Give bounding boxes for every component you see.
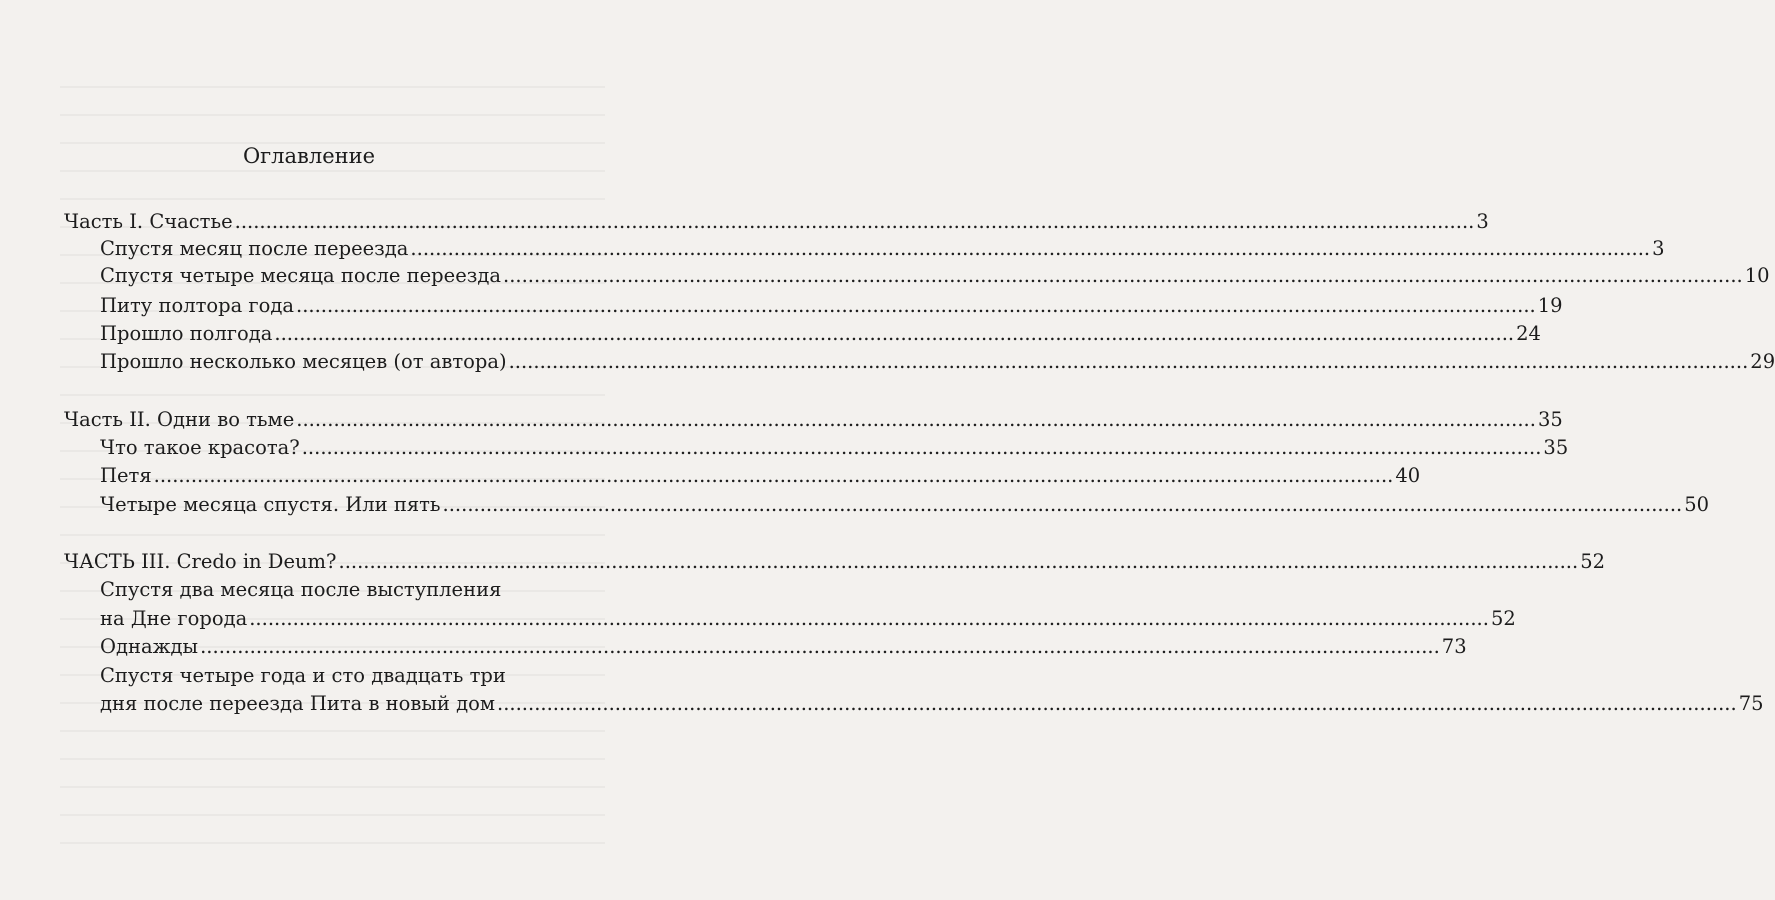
- leader-dots: ........................................................................................................................................................................................................: [338, 550, 1579, 573]
- toc-page-number: 35: [1543, 436, 1569, 459]
- toc-page-number: 75: [1738, 692, 1764, 715]
- toc-chapter: [100, 322, 1541, 346]
- toc-chapter: [100, 436, 1569, 460]
- toc-part-3: [64, 550, 1606, 574]
- toc-entry-label: дня после переезда Пита в новый дом: [100, 692, 495, 715]
- toc-entry-label: Прошло несколько месяцев (от автора): [100, 350, 507, 373]
- leader-dots: ........................................................................................................................................................................................................: [296, 294, 1536, 317]
- leader-dots: ........................................................................................................................................................................................................: [234, 210, 1475, 233]
- toc-part-2: [64, 408, 1563, 432]
- toc-page-number: 52: [1490, 607, 1516, 630]
- toc-entry-label: Петя: [100, 464, 152, 487]
- toc-page-number: 52: [1580, 550, 1606, 573]
- toc-page-number: 10: [1744, 264, 1770, 287]
- leader-dots: ........................................................................................................................................................................................................: [301, 436, 1542, 459]
- toc-page-number: 19: [1537, 294, 1563, 317]
- toc-entry-label: Прошло полгода: [100, 322, 273, 345]
- toc-page-number: 3: [1476, 210, 1489, 233]
- toc-page-number: 50: [1684, 493, 1710, 516]
- toc-chapter: [100, 607, 1516, 631]
- toc-entry-label: Часть I. Счастье: [64, 210, 233, 233]
- toc-entry-label: на Дне города: [100, 607, 248, 630]
- toc-chapter-line1: Спустя четыре года и сто двадцать три: [100, 664, 506, 687]
- leader-dots: ........................................................................................................................................................................................................: [442, 493, 1683, 516]
- leader-dots: ........................................................................................................................................................................................................: [410, 237, 1651, 260]
- toc-chapter: [100, 464, 1421, 488]
- toc-chapter-line1: Спустя два месяца после выступления: [100, 578, 502, 601]
- toc-entry-label: Однажды: [100, 635, 199, 658]
- toc-entry-label: Спустя четыре месяца после переезда: [100, 264, 502, 287]
- toc-page-number: 24: [1516, 322, 1541, 345]
- toc-page-number: 29: [1750, 350, 1775, 373]
- toc-chapter: [100, 350, 1775, 374]
- leader-dots: ........................................................................................................................................................................................................: [503, 264, 1743, 287]
- toc-chapter: [100, 692, 1764, 716]
- leader-dots: ........................................................................................................................................................................................................: [497, 692, 1737, 715]
- toc-chapter: [100, 493, 1710, 517]
- toc-entry-label: Четыре месяца спустя. Или пять: [100, 493, 441, 516]
- toc-chapter: [100, 635, 1467, 659]
- toc-entry-label: ЧАСТЬ III. Credo in Deum?: [64, 550, 337, 573]
- toc-page-number: 40: [1395, 464, 1421, 487]
- toc-entry-label: Спустя месяц после переезда: [100, 237, 409, 260]
- toc-entry-label: Что такое красота?: [100, 436, 300, 459]
- bleed-through-texture: [60, 60, 605, 860]
- leader-dots: ........................................................................................................................................................................................................: [153, 464, 1394, 487]
- toc-page-number: 35: [1537, 408, 1563, 431]
- toc-part-1: [64, 210, 1489, 234]
- toc-entry-label: Часть II. Одни во тьме: [64, 408, 295, 431]
- leader-dots: ........................................................................................................................................................................................................: [274, 322, 1515, 345]
- toc-page-number: 73: [1441, 635, 1467, 658]
- toc-chapter: [100, 264, 1770, 288]
- leader-dots: ........................................................................................................................................................................................................: [249, 607, 1489, 630]
- toc-chapter: [100, 237, 1665, 261]
- page-title: Оглавление: [242, 144, 376, 168]
- toc-chapter: [100, 294, 1563, 318]
- leader-dots: ........................................................................................................................................................................................................: [508, 350, 1749, 373]
- toc-entry-label: Питу полтора года: [100, 294, 295, 317]
- toc-page-number: 3: [1652, 237, 1665, 260]
- leader-dots: ........................................................................................................................................................................................................: [296, 408, 1536, 431]
- leader-dots: ........................................................................................................................................................................................................: [200, 635, 1440, 658]
